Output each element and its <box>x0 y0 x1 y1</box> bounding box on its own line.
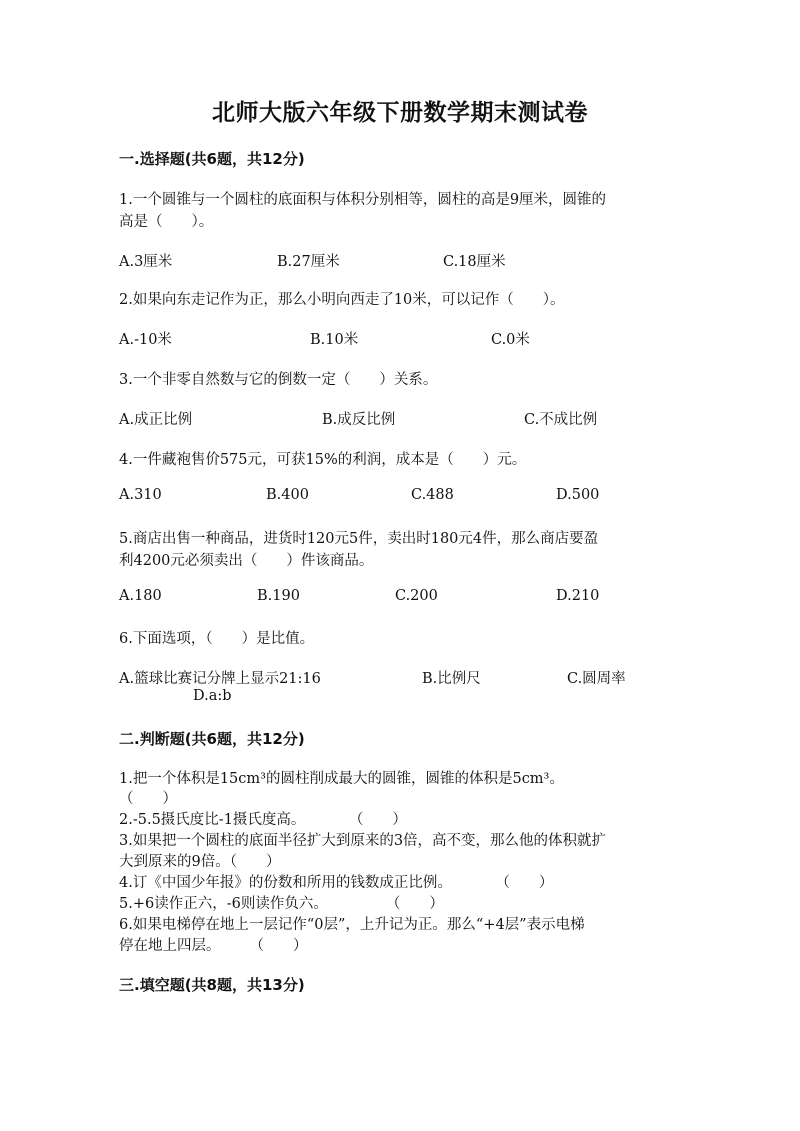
page-title: 北师大版六年级下册数学期末测试卷 <box>212 100 588 126</box>
question-4-option-c: C.488 <box>411 487 454 503</box>
section-heading-fill-blank: 三.填空题(共8题，共13分) <box>119 976 305 994</box>
question-3-option-c: C.不成比例 <box>524 412 598 428</box>
question-5-option-d: D.210 <box>556 588 600 604</box>
question-1-option-c: C.18厘米 <box>443 254 506 270</box>
judgement-3-text-cont: 大到原来的9倍。（ ） <box>119 854 281 870</box>
question-4-option-d: D.500 <box>556 487 600 503</box>
question-1-text: 1.一个圆锥与一个圆柱的底面积与体积分别相等，圆柱的高是9厘米，圆锥的 <box>119 192 607 208</box>
section-heading-choice: 一.选择题(共6题，共12分) <box>119 150 305 168</box>
judgement-1-blank: （ ） <box>119 791 177 807</box>
question-6-text: 6.下面选项，（ ）是比值。 <box>119 631 315 647</box>
question-1-option-a: A.3厘米 <box>119 254 173 270</box>
question-4-text: 4.一件藏袍售价575元，可获15%的利润，成本是（ ）元。 <box>119 452 527 468</box>
question-5-text: 5.商店出售一种商品，进货时120元5件，卖出时180元4件，那么商店要盈 <box>119 531 599 547</box>
question-2-option-b: B.10米 <box>310 332 359 348</box>
question-6-option-b: B.比例尺 <box>422 671 481 687</box>
question-2-text: 2.如果向东走记作为正，那么小明向西走了10米，可以记作（ ）。 <box>119 292 565 308</box>
question-6-option-d: D.a:b <box>193 688 232 704</box>
question-2-option-a: A.-10米 <box>119 332 172 348</box>
judgement-6-text-cont: 停在地上四层。 （ ） <box>119 938 308 954</box>
question-5-option-c: C.200 <box>395 588 438 604</box>
question-1-option-b: B.27厘米 <box>277 254 340 270</box>
question-4-option-a: A.310 <box>119 487 162 503</box>
judgement-2-text: 2.-5.5摄氏度比-1摄氏度高。 （ ） <box>119 812 407 828</box>
question-3-option-a: A.成正比例 <box>119 412 193 428</box>
question-2-option-c: C.0米 <box>491 332 530 348</box>
question-3-text: 3.一个非零自然数与它的倒数一定（ ）关系。 <box>119 372 438 388</box>
question-6-option-c: C.圆周率 <box>567 671 626 687</box>
judgement-6-text: 6.如果电梯停在地上一层记作“0层”，上升记为正。那么“+4层”表示电梯 <box>119 917 585 933</box>
judgement-4-text: 4.订《中国少年报》的份数和所用的钱数成正比例。 （ ） <box>119 875 554 891</box>
question-5-text-cont: 利4200元必须卖出（ ）件该商品。 <box>119 553 374 569</box>
judgement-5-text: 5.+6读作正六，-6则读作负六。 （ ） <box>119 896 444 912</box>
question-1-text-cont: 高是（ ）。 <box>119 214 214 230</box>
judgement-1-text: 1.把一个体积是15cm³的圆柱削成最大的圆锥，圆锥的体积是5cm³。 <box>119 771 564 787</box>
question-5-option-a: A.180 <box>119 588 162 604</box>
question-6-option-a: A.篮球比赛记分牌上显示21:16 <box>119 671 321 687</box>
question-5-option-b: B.190 <box>257 588 300 604</box>
section-heading-judgement: 二.判断题(共6题，共12分) <box>119 730 305 748</box>
question-4-option-b: B.400 <box>266 487 309 503</box>
judgement-3-text: 3.如果把一个圆柱的底面半径扩大到原来的3倍，高不变，那么他的体积就扩 <box>119 833 607 849</box>
question-3-option-b: B.成反比例 <box>322 412 396 428</box>
